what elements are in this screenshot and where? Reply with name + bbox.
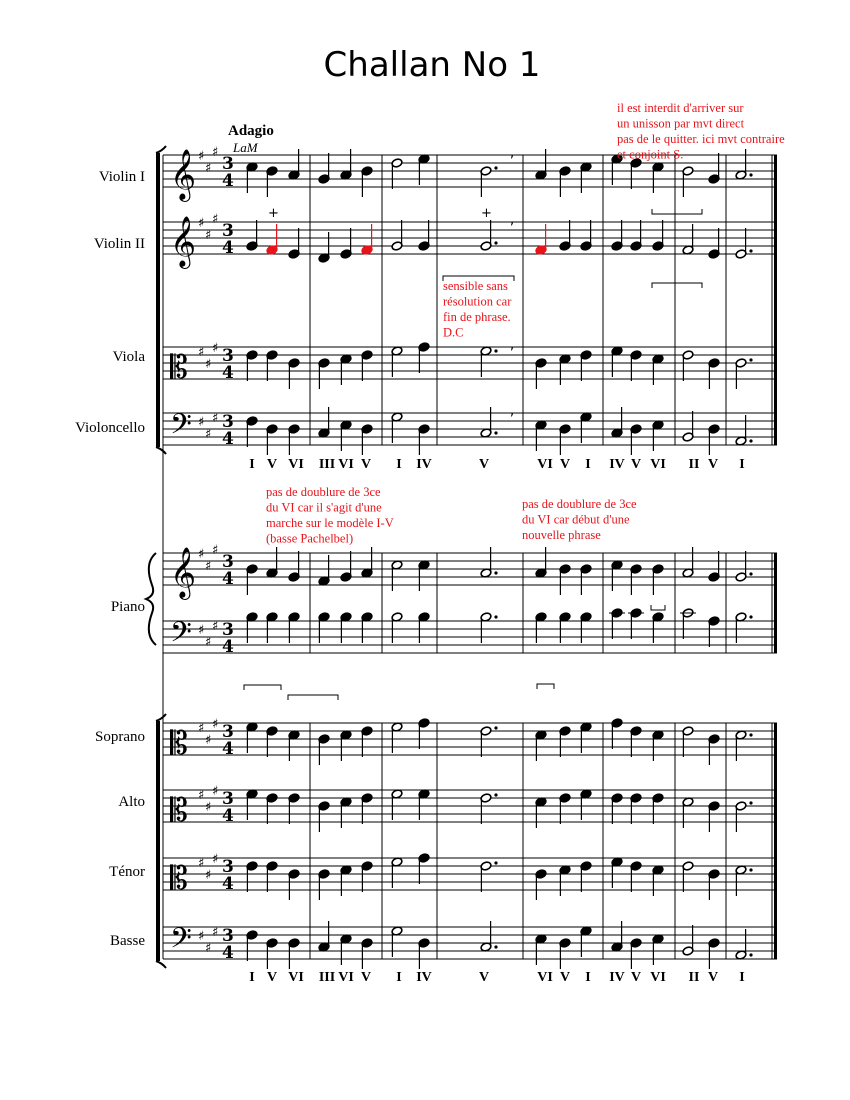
instrument-name: Basse	[110, 933, 145, 949]
dot	[494, 793, 497, 796]
annotation-unison: et conjoint S.	[617, 147, 684, 162]
sharp-sign: ♯	[205, 559, 212, 574]
sharp-sign: ♯	[205, 941, 212, 956]
time-signature-top: 3	[222, 789, 234, 809]
cross-mark: +	[268, 206, 279, 221]
staff-ténor	[163, 852, 777, 897]
dot	[749, 439, 752, 442]
bass-clef: 𝄢	[170, 922, 192, 962]
time-signature-bottom: 4	[222, 238, 234, 258]
time-signature-top: 3	[222, 154, 234, 174]
roman-numeral-2: V	[478, 970, 490, 985]
sharp-sign: ♯	[212, 145, 219, 160]
sharp-sign: ♯	[205, 357, 212, 372]
sharp-sign: ♯	[212, 411, 219, 426]
instrument-name: Violoncello	[75, 420, 145, 436]
treble-clef: 𝄞	[170, 149, 197, 200]
dot	[494, 726, 497, 729]
dot	[749, 615, 752, 618]
roman-numeral-1: I	[739, 457, 745, 472]
roman-numeral-1: V	[707, 457, 719, 472]
roman-numeral-2: V	[266, 970, 278, 985]
roman-numeral-1: V	[630, 457, 642, 472]
treble-clef: 𝄞	[170, 547, 197, 598]
roman-numeral-1: I	[396, 457, 402, 472]
dot	[749, 953, 752, 956]
roman-numeral-1: IV	[609, 457, 625, 472]
roman-numeral-2: V	[559, 970, 571, 985]
time-signature-bottom: 4	[222, 943, 234, 963]
sharp-sign: ♯	[198, 216, 205, 231]
time-signature-bottom: 4	[222, 429, 234, 449]
roman-numeral-2: V	[630, 970, 642, 985]
choir-bracket-bottom	[156, 961, 166, 968]
roman-numeral-1: II	[688, 457, 700, 472]
annotation-unison: pas de le quitter. ici mvt contraire	[617, 132, 785, 146]
annotation-sensible: fin de phrase.	[443, 310, 511, 324]
sharp-sign: ♯	[198, 721, 205, 736]
time-signature-bottom: 4	[222, 569, 234, 589]
dot	[749, 572, 752, 575]
roman-numeral-2: V	[707, 970, 719, 985]
time-signature-bottom: 4	[222, 739, 234, 759]
roman-numeral-2: V	[360, 970, 372, 985]
alto-clef: 𝄡	[170, 724, 188, 762]
roman-numeral-1: III	[318, 457, 336, 472]
alto-clef: 𝄡	[170, 348, 188, 386]
dot	[494, 349, 497, 352]
annotation-doublure-pachelbel: pas de doublure de 3ce	[266, 485, 381, 499]
sharp-sign: ♯	[212, 852, 219, 867]
tempo-marking: Adagio	[228, 123, 274, 139]
key-label: LaM	[233, 140, 258, 155]
choir-bracket	[156, 721, 160, 961]
annotation-doublure-phrase: du VI car début d'une	[522, 512, 630, 527]
sharp-sign: ♯	[198, 929, 205, 944]
time-signature-bottom: 4	[222, 363, 234, 383]
sharp-sign: ♯	[205, 635, 212, 650]
dot	[749, 868, 752, 871]
alto-clef: 𝄡	[170, 859, 188, 897]
time-signature-top: 3	[222, 857, 234, 877]
instrument-name: Ténor	[109, 864, 145, 880]
roman-numeral-1: V	[360, 457, 372, 472]
strings-bracket-bottom	[156, 447, 166, 454]
sharp-sign: ♯	[198, 415, 205, 430]
dot	[749, 249, 752, 252]
roman-numeral-1: V	[559, 457, 571, 472]
instrument-name: Alto	[118, 794, 145, 810]
staff-basse	[163, 922, 777, 963]
sharp-sign: ♯	[212, 784, 219, 799]
sharp-sign: ♯	[198, 623, 205, 638]
roman-numeral-1: I	[585, 457, 591, 472]
final-barline	[774, 723, 777, 959]
roman-numeral-1: IV	[416, 457, 432, 472]
roman-numeral-2: VI	[650, 970, 666, 985]
breath-mark: ,	[510, 338, 515, 353]
instrument-name: Violin II	[93, 236, 145, 252]
sharp-sign: ♯	[205, 161, 212, 176]
roman-numeral-1: V	[266, 457, 278, 472]
roman-numeral-2: VI	[288, 970, 304, 985]
sharp-sign: ♯	[212, 717, 219, 732]
sharp-sign: ♯	[212, 619, 219, 634]
annotation-doublure-phrase: nouvelle phrase	[522, 528, 601, 542]
roman-numeral-2: I	[249, 970, 255, 985]
sharp-sign: ♯	[212, 341, 219, 356]
dot	[494, 615, 497, 618]
analysis-bracket	[537, 684, 554, 689]
dot	[494, 861, 497, 864]
treble-clef: 𝄞	[170, 216, 197, 267]
dot	[494, 571, 497, 574]
instrument-name: Viola	[112, 349, 145, 365]
sharp-sign: ♯	[205, 733, 212, 748]
dot	[749, 358, 752, 361]
strings-bracket	[156, 153, 160, 447]
bass-clef: 𝄢	[170, 616, 192, 656]
roman-numeral-2: VI	[338, 970, 354, 985]
piano-brace	[146, 553, 156, 645]
sharp-sign: ♯	[198, 856, 205, 871]
time-signature-bottom: 4	[222, 171, 234, 191]
time-signature-top: 3	[222, 722, 234, 742]
roman-numeral-1: VI	[288, 457, 304, 472]
staff-names	[75, 169, 145, 949]
annotation-doublure-phrase: pas de doublure de 3ce	[522, 497, 637, 511]
instrument-name: Piano	[110, 599, 145, 615]
roman-numeral-1: VI	[537, 457, 553, 472]
alto-clef: 𝄡	[170, 791, 188, 829]
time-signature-top: 3	[222, 926, 234, 946]
staff-viola	[163, 341, 777, 386]
annotation-unison: un unisson par mvt direct	[617, 116, 745, 131]
time-signature-top: 3	[222, 346, 234, 366]
annotation-sensible: D.C	[443, 325, 464, 340]
breath-mark: ,	[510, 146, 515, 161]
analysis-bracket	[651, 605, 665, 610]
sharp-sign: ♯	[212, 543, 219, 558]
sharp-sign: ♯	[198, 149, 205, 164]
roman-numeral-2: IV	[609, 970, 625, 985]
roman-numeral-2: III	[318, 970, 336, 985]
sharp-sign: ♯	[212, 212, 219, 227]
time-signature-bottom: 4	[222, 806, 234, 826]
staff-system	[163, 145, 777, 963]
staff-piano-bass	[163, 616, 777, 657]
time-signature-top: 3	[222, 412, 234, 432]
staff-violin-ii	[163, 212, 777, 269]
roman-numeral-1: VI	[338, 457, 354, 472]
strings-bracket-top	[156, 146, 166, 153]
time-signature-top: 3	[222, 221, 234, 241]
dot	[494, 431, 497, 434]
sharp-sign: ♯	[205, 800, 212, 815]
dot	[749, 733, 752, 736]
final-barline	[774, 155, 777, 445]
analysis-bracket	[652, 209, 702, 214]
dot	[494, 945, 497, 948]
choir-bracket-top	[156, 714, 166, 721]
annotation-doublure-pachelbel: du VI car il s'agit d'une	[266, 500, 382, 515]
roman-numeral-2: I	[396, 970, 402, 985]
instrument-name: Soprano	[95, 729, 145, 745]
annotation-sensible: sensible sans	[443, 279, 508, 293]
roman-numeral-2: II	[688, 970, 700, 985]
sharp-sign: ♯	[205, 868, 212, 883]
time-signature-bottom: 4	[222, 874, 234, 894]
annotations	[266, 101, 785, 546]
final-barline	[774, 553, 777, 653]
annotation-doublure-pachelbel: marche sur le modèle I-V	[266, 516, 394, 530]
time-signature-bottom: 4	[222, 637, 234, 657]
sharp-sign: ♯	[198, 547, 205, 562]
sharp-sign: ♯	[212, 925, 219, 940]
roman-numeral-2: VI	[537, 970, 553, 985]
annotation-doublure-pachelbel: (basse Pachelbel)	[266, 531, 354, 546]
roman-numeral-1: VI	[650, 457, 666, 472]
time-signature-top: 3	[222, 552, 234, 572]
analysis-bracket	[652, 283, 702, 288]
dot	[494, 166, 497, 169]
analysis-bracket	[244, 685, 281, 690]
dot	[749, 173, 752, 176]
score-title: Challan No 1	[323, 45, 541, 85]
sharp-sign: ♯	[205, 427, 212, 442]
annotation-unison: il est interdit d'arriver sur	[617, 101, 744, 115]
roman-numeral-1: I	[249, 457, 255, 472]
roman-numeral-2: I	[739, 970, 745, 985]
annotation-sensible: résolution car	[443, 294, 512, 309]
sharp-sign: ♯	[198, 345, 205, 360]
analysis-bracket	[288, 695, 338, 700]
time-signature-top: 3	[222, 620, 234, 640]
notes	[244, 146, 753, 969]
cross-mark: +	[481, 206, 492, 221]
sharp-sign: ♯	[205, 228, 212, 243]
instrument-name: Violin I	[98, 169, 145, 185]
breath-mark: ,	[510, 213, 515, 228]
staff-violoncello	[163, 408, 777, 449]
dot	[494, 241, 497, 244]
sharp-sign: ♯	[198, 788, 205, 803]
dot	[749, 801, 752, 804]
roman-numeral-2: IV	[416, 970, 432, 985]
roman-numeral-2: I	[585, 970, 591, 985]
bass-clef: 𝄢	[170, 408, 192, 448]
breath-mark: ,	[510, 404, 515, 419]
roman-numeral-1: V	[478, 457, 490, 472]
